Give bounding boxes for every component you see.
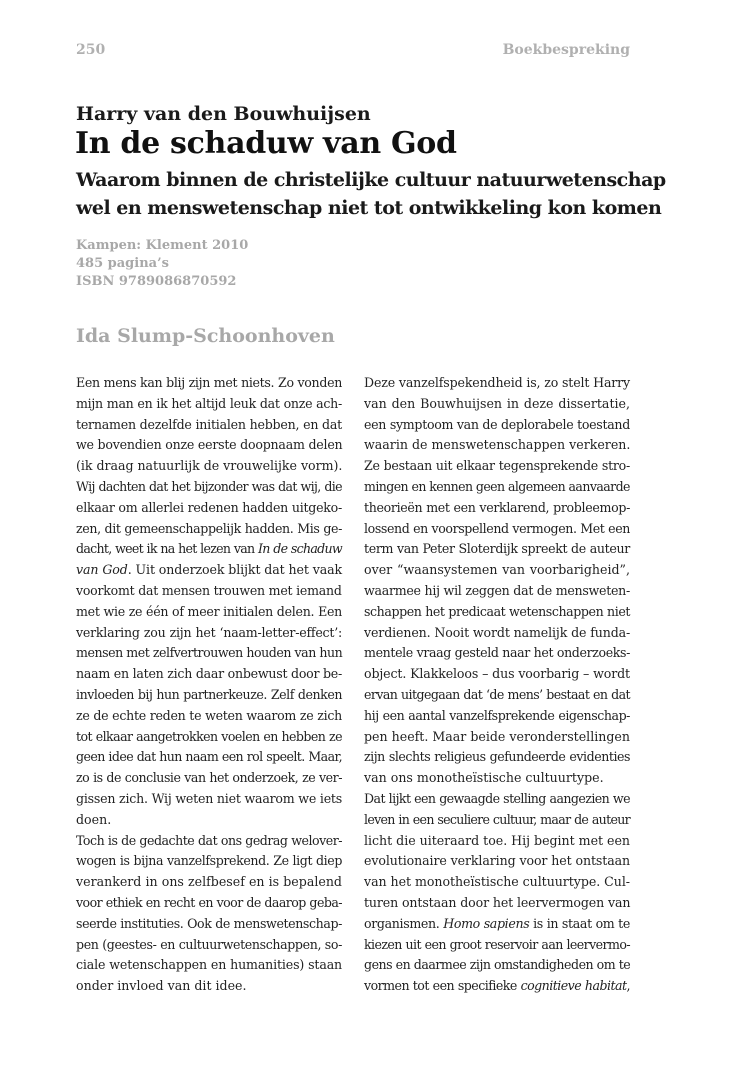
text-line: verdienen. Nooit wordt namelijk de funda- xyxy=(364,624,631,640)
text-line: geen idee dat hun naam een rol speelt. Maar, xyxy=(76,749,342,765)
text-segment: dacht, weet ik na het lezen van xyxy=(76,541,258,557)
text-line: over “waansystemen van voorbarigheid”, xyxy=(364,562,630,578)
italic-title: cognitieve habitat xyxy=(520,978,627,994)
text-line: mingen en kennen geen algemeen aanvaarde xyxy=(364,478,630,494)
right-text-column xyxy=(364,373,630,997)
book-subtitle-line: wel en menswetenschap niet tot ontwikkeling kon komen xyxy=(76,197,662,219)
text-line: doen. xyxy=(76,811,112,827)
text-line: Deze vanzelfspekendheid is, zo stelt Harry xyxy=(364,375,630,390)
text-line: waarin de menswetenschappen verkeren. xyxy=(364,437,631,453)
text-line: theorieën met een verklarend, probleemop- xyxy=(364,499,630,515)
text-line: lossend en voorspellend vermogen. Met een xyxy=(364,520,630,536)
book-subtitle-line: Waarom binnen de christelijke cultuur natuurwetenschap xyxy=(76,169,666,191)
page-number: 250 xyxy=(76,42,106,58)
text-line: zen, dit gemeenschappelijk hadden. Mis ge- xyxy=(76,520,342,536)
text-line: ternamen dezelfde initialen hebben, en dat xyxy=(76,416,342,432)
text-line: waarmee hij wil zeggen dat de mensweten- xyxy=(364,582,630,598)
text-line: invloeden bij hun partnerkeuze. Zelf denken xyxy=(76,686,342,702)
text-line: verankerd in ons zelfbesef en is bepalend xyxy=(76,874,342,890)
text-line: we bovendien onze eerste doopnaam delen xyxy=(76,437,343,453)
text-line: evolutionaire verklaring voor het ontstaan xyxy=(364,853,631,869)
text-line: mensen met zelfvertrouwen houden van hun xyxy=(76,645,343,661)
text-line: verklaring zou zijn het ‘naam-letter-effect’: xyxy=(76,624,342,640)
text-segment: , xyxy=(626,978,630,994)
italic-title: van God xyxy=(76,562,128,578)
text-line: onder invloed van dit idee. xyxy=(76,978,247,994)
text-line: object. Klakkeloos – dus voorbarig – wordt xyxy=(364,666,630,682)
text-line: schappen het predicaat wetenschappen niet xyxy=(364,603,630,619)
text-line: ervan uitgegaan dat ‘de mens’ bestaat en dat xyxy=(364,686,630,702)
text-segment: organismen. xyxy=(364,915,444,931)
section-title: Boekbespreking xyxy=(502,42,630,58)
text-line: Dat lijkt een gewaagde stelling aangezien we xyxy=(364,790,630,806)
text-line: zo is de conclusie van het onderzoek, ze ver- xyxy=(76,770,342,786)
running-head xyxy=(76,42,630,62)
text-line: Toch is de gedachte dat ons gedrag welover- xyxy=(76,832,342,848)
text-line: elkaar om allerlei redenen hadden uitgeko- xyxy=(76,499,342,515)
text-line: pen heeft. Maar beide veronderstellingen xyxy=(364,728,630,744)
book-author: Harry van den Bouwhuijsen xyxy=(76,103,371,125)
text-line: term van Peter Sloterdijk spreekt de auteur xyxy=(364,541,630,557)
text-line: Ze bestaan uit elkaar tegensprekende stro- xyxy=(364,458,630,474)
book-title: In de schaduw van God xyxy=(75,126,457,161)
text-line: (ik draag natuurlijk de vrouwelijke vorm). xyxy=(76,458,343,474)
text-line: naam en laten zich daar onbewust door be- xyxy=(76,666,342,682)
isbn: ISBN 9789086870592 xyxy=(76,274,237,289)
text-line: licht die uiteraard toe. Hij begint met een xyxy=(364,832,630,848)
reviewer-name: Ida Slump-Schoonhoven xyxy=(76,325,335,347)
text-line: pen (geestes- en cultuurwetenschappen, so- xyxy=(76,936,342,952)
book-metadata xyxy=(76,237,248,291)
italic-title: In de schaduw xyxy=(258,541,342,557)
text-line: Een mens kan blij zijn met niets. Zo vonden xyxy=(76,375,342,390)
text-line: mijn man en ik het altijd leuk dat onze ach- xyxy=(76,395,342,411)
text-segment: . Uit onderzoek blijkt dat het vaak xyxy=(127,562,343,578)
text-line: voor ethiek en recht en voor de daarop geba- xyxy=(76,894,342,910)
text-line: een symptoom van de deplorabele toestand xyxy=(364,416,630,432)
text-line: mentele vraag gesteld naar het onderzoeks- xyxy=(364,645,630,661)
left-text-column xyxy=(76,373,342,997)
text-line: kiezen uit een groot reservoir aan leervermo- xyxy=(364,936,630,952)
text-line xyxy=(76,539,342,560)
book-subtitle xyxy=(76,166,666,222)
text-line xyxy=(76,560,342,581)
text-line: voorkomt dat mensen trouwen met iemand xyxy=(76,582,342,598)
text-line: seerde instituties. Ook de menswetenschap- xyxy=(76,915,342,931)
text-line: van den Bouwhuijsen in deze dissertatie, xyxy=(364,395,630,411)
text-line: wogen is bijna vanzelfsprekend. Ze ligt diep xyxy=(76,853,342,869)
page-count: 485 pagina’s xyxy=(76,256,169,271)
text-line: van ons monotheïstische cultuurtype. xyxy=(364,770,604,786)
text-line: van het monotheïstische cultuurtype. Cul- xyxy=(364,874,630,890)
text-line: tot elkaar aangetrokken voelen en hebben ze xyxy=(76,728,342,744)
text-line: leven in een seculiere cultuur, maar de auteur xyxy=(364,811,630,827)
text-line: turen ontstaan door het leervermogen van xyxy=(364,894,631,910)
text-segment: is in staat om te xyxy=(529,915,630,931)
text-line: ciale wetenschappen en humanities) staan xyxy=(76,957,342,973)
text-line: zijn slechts religieus gefundeerde evidenties xyxy=(364,749,630,765)
text-line: gissen zich. Wij weten niet waarom we iets xyxy=(76,790,342,806)
text-segment: vormen tot een specifieke xyxy=(364,978,521,994)
text-line xyxy=(364,976,630,997)
text-line: ze de echte reden te weten waarom ze zich xyxy=(76,707,342,723)
italic-title: Homo sapiens xyxy=(443,915,530,931)
text-line: Wij dachten dat het bijzonder was dat wij, die xyxy=(76,478,342,494)
text-line xyxy=(364,914,630,935)
text-line: gens en daarmee zijn omstandigheden om te xyxy=(364,957,631,973)
text-line: hij een aantal vanzelfsprekende eigenschap- xyxy=(364,707,630,723)
text-line: met wie ze één of meer initialen delen. Een xyxy=(76,603,342,619)
publisher: Kampen: Klement 2010 xyxy=(76,238,249,253)
